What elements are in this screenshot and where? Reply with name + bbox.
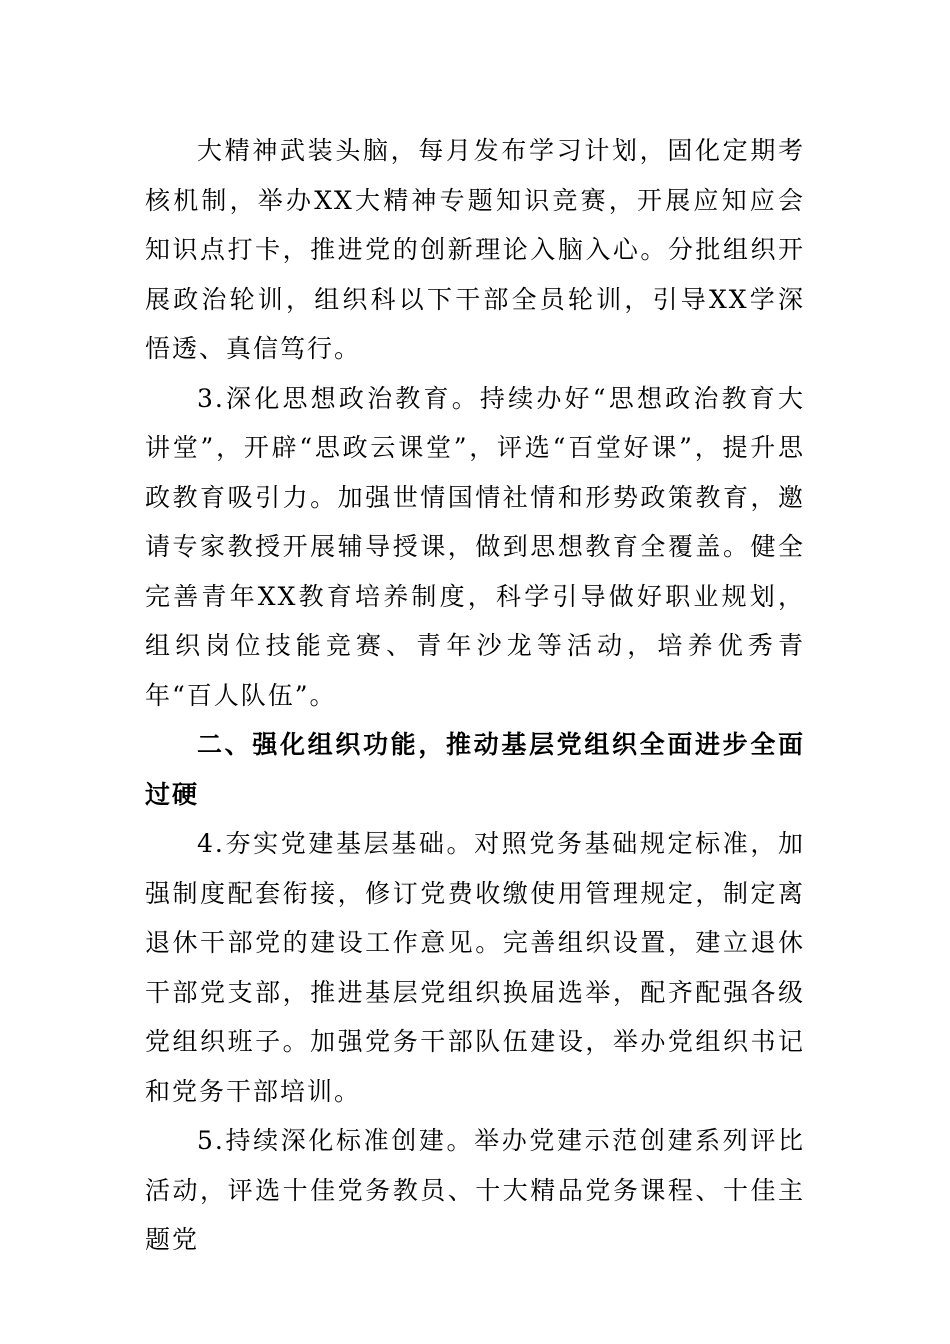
section-heading: 二、强化组织功能，推动基层党组织全面进步全面过硬 — [145, 730, 805, 809]
paragraph-2: 3.深化思想政治教育。持续办好“思想政治教育大讲堂”，开辟“思政云课堂”，评选“百堂好课”，提升思政教育吸引力。加强世情国情社情和形势政策教育，邀请专家教授开展辅导授课，做到思想教育全覆盖。健全完善青年XX教育培养制度，科学引导做好职业规划，组织岗位技能竞赛、青年沙龙等活动，培养优秀青年“百人队伍”。 — [145, 383, 805, 710]
paragraph-4: 4.夯实党建基层基础。对照党务基础规定标准，加强制度配套衔接，修订党费收缴使用管理规定，制定离退休干部党的建设工作意见。完善组织设置，建立退休干部党支部，推进基层党组织换届选举，配齐配强各级党组织班子。加强党务干部队伍建设，举办党组织书记和党务干部培训。 — [145, 829, 805, 1106]
paragraph-1: 大精神武装头脑，每月发布学习计划，固化定期考核机制，举办XX大精神专题知识竞赛，开展应知应会知识点打卡，推进党的创新理论入脑入心。分批组织开展政治轮训，组织科以下干部全员轮训，引导XX学深悟透、真信笃行。 — [145, 136, 805, 363]
paragraph-5: 5.持续深化标准创建。举办党建示范创建系列评比活动，评选十佳党务教员、十大精品党务课程、十佳主题党 — [145, 1126, 805, 1254]
document-body — [145, 126, 805, 1265]
